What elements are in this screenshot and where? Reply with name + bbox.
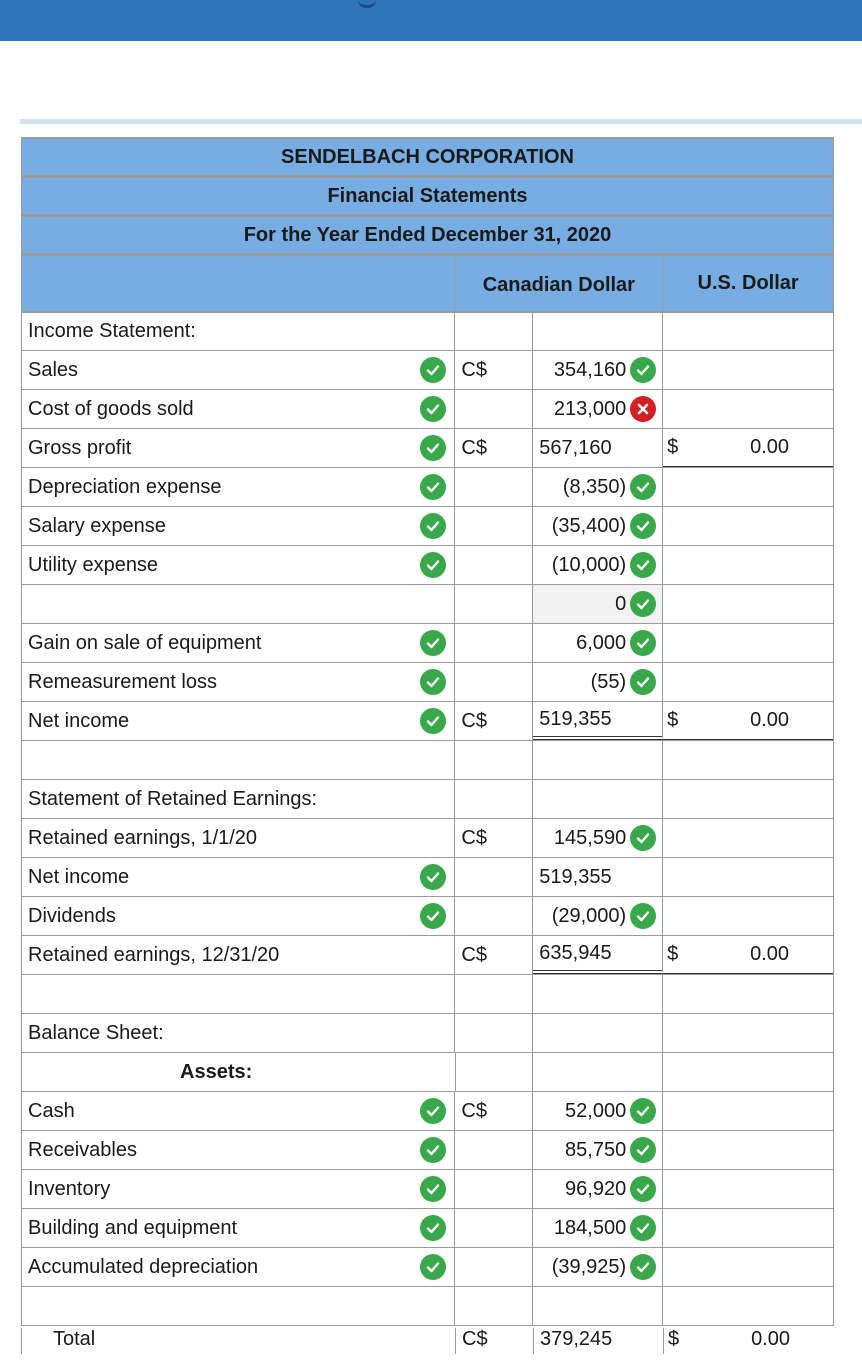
row-label-text: Remeasurement loss [28, 670, 217, 693]
currency-cell[interactable] [455, 663, 533, 701]
canadian-value: (10,000) [551, 553, 627, 576]
total-usd-currency: $ [668, 1328, 680, 1350]
currency-cell[interactable]: C$ [455, 351, 533, 389]
usd-currency-cell [663, 1014, 687, 1052]
correct-icon [420, 630, 446, 656]
usd-value-cell [687, 507, 833, 545]
usd-value-cell [687, 1131, 833, 1169]
canadian-value-cell[interactable] [533, 936, 663, 974]
currency-cell[interactable] [455, 897, 533, 935]
row-label[interactable] [22, 1209, 455, 1247]
usd-value-cell [687, 975, 833, 1013]
canadian-value-cell[interactable] [533, 507, 663, 545]
usd-currency-cell: $ [663, 702, 687, 740]
correct-icon [630, 357, 656, 383]
canadian-value: 354,160 [553, 358, 627, 381]
incorrect-icon [630, 396, 656, 422]
usd-currency-cell [663, 1053, 687, 1091]
currency-cell[interactable] [455, 546, 533, 584]
row-label [22, 780, 455, 818]
usd-currency-cell [663, 351, 687, 389]
currency-cell[interactable]: C$ [455, 1092, 533, 1130]
row-label-text: Income Statement: [28, 320, 196, 342]
row-label[interactable] [22, 546, 455, 584]
table-row [21, 1092, 834, 1131]
table-row [21, 1053, 834, 1092]
usd-value-cell [687, 1209, 833, 1247]
usd-currency-cell [663, 507, 687, 545]
table-row [21, 819, 834, 858]
usd-currency-cell [663, 468, 687, 506]
currency-cell[interactable] [455, 780, 533, 818]
canadian-value: 213,000 [553, 397, 627, 420]
table-row [21, 975, 834, 1014]
total-usd-value: 0.00 [751, 1328, 790, 1350]
row-label[interactable] [22, 819, 455, 857]
usd-value-cell [687, 546, 833, 584]
currency-cell[interactable] [455, 585, 533, 623]
correct-icon [630, 474, 656, 500]
canadian-value-cell[interactable] [533, 1053, 663, 1091]
row-label[interactable] [22, 663, 455, 701]
company-name-header [21, 137, 834, 176]
canadian-value: 567,160 [539, 436, 612, 459]
row-label[interactable] [22, 429, 455, 467]
usd-value-cell [687, 468, 833, 506]
row-label [22, 975, 455, 1013]
currency-cell[interactable] [456, 1053, 534, 1091]
usd-currency-cell [663, 780, 687, 818]
canadian-value-cell[interactable] [533, 1131, 663, 1169]
usd-currency-cell [663, 546, 687, 584]
separator [20, 119, 862, 124]
canadian-value-cell[interactable] [533, 390, 663, 428]
row-label [22, 741, 455, 779]
canadian-value: (8,350) [562, 475, 627, 498]
table-body [21, 312, 834, 1326]
currency-cell[interactable] [455, 390, 533, 428]
row-label-text: Accumulated depreciation [28, 1255, 259, 1278]
canadian-value-cell[interactable] [533, 780, 663, 818]
row-label-text: Statement of Retained Earnings: [28, 787, 318, 810]
total-value[interactable]: 379,245 [534, 1328, 664, 1354]
top-bar-mark [358, 0, 376, 8]
row-label [22, 1287, 455, 1325]
usd-currency-cell: $ [663, 429, 687, 467]
row-label[interactable] [22, 897, 455, 935]
row-label[interactable] [22, 468, 455, 506]
currency-cell[interactable] [455, 1131, 533, 1169]
currency-cell[interactable]: C$ [455, 702, 533, 740]
correct-icon [630, 1176, 656, 1202]
row-label[interactable] [22, 936, 455, 974]
table-row [21, 936, 834, 975]
currency-cell[interactable]: C$ [455, 819, 533, 857]
row-label-text: Depreciation expense [28, 475, 222, 498]
correct-icon [420, 513, 446, 539]
table-row [21, 1131, 834, 1170]
row-label-text: Inventory [28, 1177, 111, 1200]
canadian-value-cell[interactable] [533, 429, 663, 467]
correct-icon [420, 864, 446, 890]
table-row [21, 1287, 834, 1326]
canadian-value: 184,500 [553, 1216, 627, 1239]
row-label[interactable] [22, 624, 455, 662]
canadian-value-cell[interactable] [533, 1209, 663, 1247]
canadian-value: (55) [590, 670, 627, 693]
currency-cell[interactable] [455, 1248, 533, 1286]
canadian-value-cell[interactable] [533, 1170, 663, 1208]
correct-icon [420, 474, 446, 500]
canadian-value-cell[interactable] [533, 1014, 663, 1052]
table-row [21, 1209, 834, 1248]
canadian-value: 519,355 [539, 865, 612, 888]
usd-value-cell [687, 585, 833, 623]
row-label[interactable] [22, 390, 455, 428]
canadian-value-cell[interactable] [533, 741, 663, 779]
canadian-value-cell[interactable] [533, 858, 663, 896]
correct-icon [630, 825, 656, 851]
row-label [22, 313, 455, 350]
usd-currency-cell [663, 1170, 687, 1208]
canadian-value-cell[interactable] [533, 1092, 663, 1130]
period: For the Year Ended December 31, 2020 [243, 223, 612, 246]
table-row [21, 429, 834, 468]
canadian-value-cell[interactable] [533, 624, 663, 662]
correct-icon [420, 1254, 446, 1280]
correct-icon [420, 669, 446, 695]
table-row [21, 663, 834, 702]
period-header [21, 215, 834, 254]
row-label-text: Salary expense [28, 514, 166, 537]
table-row [21, 468, 834, 507]
correct-icon [420, 1215, 446, 1241]
table-row [21, 741, 834, 780]
bottom-edge [0, 1358, 862, 1372]
canadian-value: 519,355 [539, 707, 612, 730]
table-row [21, 546, 834, 585]
row-label[interactable] [22, 1170, 455, 1208]
usd-currency-cell [663, 1287, 687, 1325]
usd-value-cell [687, 313, 833, 350]
correct-icon [420, 1176, 446, 1202]
canadian-value-cell[interactable] [533, 468, 663, 506]
usd-value-cell [687, 741, 833, 779]
currency-cell[interactable] [455, 507, 533, 545]
usd-currency-cell [663, 741, 687, 779]
table-row [21, 624, 834, 663]
usd-value-cell [687, 858, 833, 896]
company-name: SENDELBACH CORPORATION [281, 145, 574, 168]
currency-cell[interactable] [455, 741, 533, 779]
usd-currency-cell [663, 1209, 687, 1247]
total-label: Total [22, 1328, 456, 1354]
row-label-text: Assets: [180, 1060, 253, 1083]
canadian-value: 635,945 [539, 941, 612, 964]
table-row [21, 390, 834, 429]
statement-title-header [21, 176, 834, 215]
usd-value-cell [687, 1287, 833, 1325]
top-bar [0, 0, 862, 41]
canadian-value: 0 [615, 592, 627, 615]
canadian-value-cell[interactable] [533, 546, 663, 584]
usd-value-cell [687, 351, 833, 389]
currency-cell[interactable] [455, 1170, 533, 1208]
currency-cell[interactable] [455, 313, 533, 350]
row-label[interactable] [22, 1092, 455, 1130]
label-column-header [22, 256, 455, 311]
canadian-value-cell[interactable] [533, 1287, 663, 1325]
statement-title: Financial Statements [327, 184, 528, 207]
row-label[interactable] [22, 858, 455, 896]
usd-value-cell [687, 1248, 833, 1286]
correct-icon [420, 435, 446, 461]
usd-value-cell [687, 1014, 833, 1052]
usd-value-cell [687, 897, 833, 935]
usd-value-cell: 0.00 [687, 936, 833, 974]
usd-currency-cell [663, 585, 687, 623]
usd-value-cell [687, 1170, 833, 1208]
currency-cell[interactable] [455, 975, 533, 1013]
correct-icon [630, 1254, 656, 1280]
correct-icon [630, 630, 656, 656]
row-label-text: Net income [28, 865, 130, 888]
row-label-text: Sales [28, 358, 79, 381]
table-row [21, 351, 834, 390]
currency-cell[interactable] [455, 624, 533, 662]
canadian-column-header: Canadian Dollar [455, 256, 663, 311]
currency-cell[interactable]: C$ [455, 429, 533, 467]
usd-value-cell [687, 819, 833, 857]
financial-statement-table [21, 137, 834, 1326]
row-label-text: Building and equipment [28, 1216, 238, 1239]
correct-icon [630, 1137, 656, 1163]
currency-cell[interactable] [455, 1014, 533, 1052]
row-label [22, 1014, 455, 1052]
currency-cell[interactable]: C$ [455, 936, 533, 974]
correct-icon [420, 396, 446, 422]
usd-value-cell [687, 1053, 833, 1091]
correct-icon [420, 708, 446, 734]
canadian-value-cell[interactable] [533, 1248, 663, 1286]
usd-currency-cell [663, 897, 687, 935]
usd-currency-cell [663, 1092, 687, 1130]
correct-icon [630, 513, 656, 539]
canadian-value-cell[interactable] [533, 313, 663, 350]
usd-currency-cell [663, 313, 687, 350]
us-column-header: U.S. Dollar [697, 272, 799, 294]
usd-value-cell [687, 390, 833, 428]
canadian-value-cell[interactable] [533, 663, 663, 701]
row-label-text: Cost of goods sold [28, 397, 194, 420]
row-label-text: Dividends [28, 904, 116, 927]
usd-value-cell [687, 1092, 833, 1130]
correct-icon [630, 903, 656, 929]
canadian-value-cell[interactable] [533, 702, 663, 740]
canadian-value: (29,000) [551, 904, 627, 927]
row-label-text: Net income [28, 709, 130, 732]
row-label-text: Utility expense [28, 553, 159, 576]
currency-cell[interactable] [455, 1209, 533, 1247]
usd-currency-cell: $ [663, 936, 687, 974]
usd-currency-cell [663, 975, 687, 1013]
canadian-value: (39,925) [551, 1255, 627, 1278]
correct-icon [420, 903, 446, 929]
currency-cell[interactable] [455, 1287, 533, 1325]
currency-cell[interactable] [455, 468, 533, 506]
table-row [21, 507, 834, 546]
row-label-text: Gross profit [28, 436, 132, 459]
correct-icon [630, 591, 656, 617]
canadian-value-cell[interactable] [533, 975, 663, 1013]
usd-currency-cell [663, 858, 687, 896]
correct-icon [420, 1137, 446, 1163]
row-label [22, 1053, 456, 1091]
canadian-value-cell[interactable] [533, 897, 663, 935]
row-label-text: Balance Sheet: [28, 1021, 164, 1044]
row-label-text: Gain on sale of equipment [28, 631, 262, 654]
table-row [21, 312, 834, 351]
table-row [21, 897, 834, 936]
table-row [21, 1170, 834, 1209]
column-headers [21, 254, 834, 312]
usd-currency-cell [663, 663, 687, 701]
canadian-value-cell[interactable] [533, 819, 663, 857]
usd-currency-cell [663, 1131, 687, 1169]
row-label-text: Cash [28, 1099, 75, 1122]
usd-value-cell: 0.00 [687, 702, 833, 740]
row-label-text: Retained earnings, 1/1/20 [28, 826, 258, 849]
usd-value-cell [687, 624, 833, 662]
table-row [21, 858, 834, 897]
canadian-value: 85,750 [565, 1138, 627, 1161]
table-row [21, 1014, 834, 1053]
correct-icon [420, 1098, 446, 1124]
canadian-value-cell[interactable] [533, 585, 663, 623]
correct-icon [630, 1215, 656, 1241]
correct-icon [420, 552, 446, 578]
total-row [21, 1328, 834, 1354]
correct-icon [630, 1098, 656, 1124]
correct-icon [630, 669, 656, 695]
usd-currency-cell [663, 1248, 687, 1286]
canadian-value: 52,000 [565, 1099, 627, 1122]
usd-value-cell: 0.00 [687, 429, 833, 467]
table-row [21, 585, 834, 624]
correct-icon [420, 357, 446, 383]
total-currency: C$ [456, 1328, 534, 1354]
canadian-value: (35,400) [551, 514, 627, 537]
table-row [21, 1248, 834, 1287]
canadian-value: 145,590 [553, 826, 627, 849]
canadian-value: 96,920 [565, 1177, 627, 1200]
table-row [21, 702, 834, 741]
row-label-text: Receivables [28, 1138, 137, 1161]
row-label-text: Retained earnings, 12/31/20 [28, 943, 280, 966]
row-label[interactable] [22, 702, 455, 740]
correct-icon [630, 552, 656, 578]
usd-currency-cell [663, 390, 687, 428]
canadian-value: 6,000 [576, 631, 627, 654]
row-label[interactable] [22, 351, 455, 389]
usd-currency-cell [663, 819, 687, 857]
usd-value-cell [687, 780, 833, 818]
row-label[interactable] [22, 507, 455, 545]
currency-cell[interactable] [455, 858, 533, 896]
usd-value-cell [687, 663, 833, 701]
row-label[interactable] [22, 1248, 455, 1286]
row-label[interactable] [22, 585, 455, 623]
row-label[interactable] [22, 1131, 455, 1169]
table-row [21, 780, 834, 819]
canadian-value-cell[interactable] [533, 351, 663, 389]
usd-currency-cell [663, 624, 687, 662]
